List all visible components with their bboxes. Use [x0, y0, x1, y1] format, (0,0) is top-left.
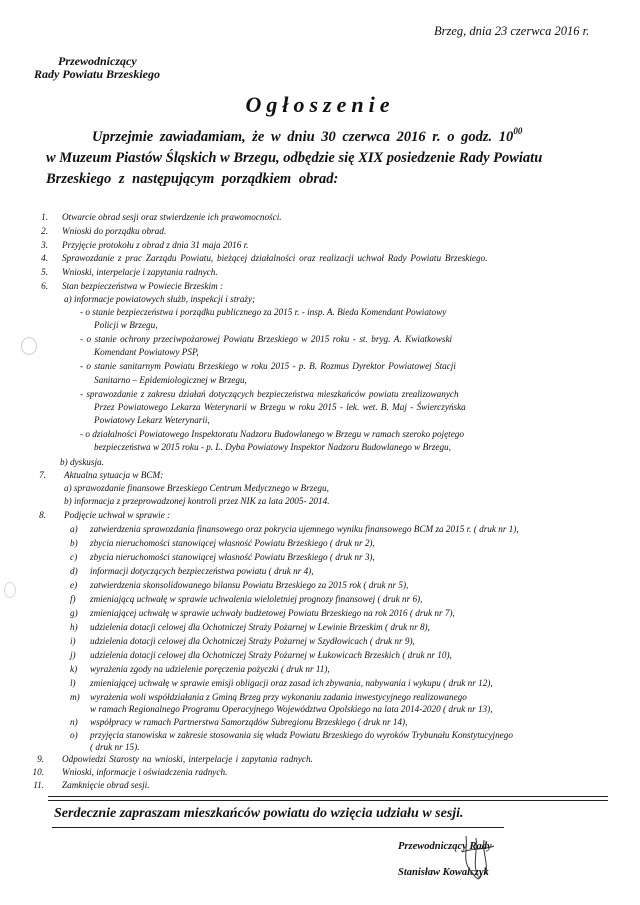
agenda-item: Aktualna sytuacja w BCM: [64, 470, 164, 480]
closing-invitation: Serdecznie zapraszam mieszkańców powiatu do wzięcia udziału w sesji. [54, 806, 464, 821]
separator-line [52, 827, 504, 828]
punch-hole-mark [4, 582, 16, 598]
agenda-subitem: zmieniającej uchwałę w sprawie uchwały budżetowej Powiatu Brzeskiego na rok 2016 ( druk nr 7), [90, 608, 455, 618]
document-date: Brzeg, dnia 23 czerwca 2016 r. [434, 24, 590, 38]
agenda-letter: f) [70, 594, 76, 604]
agenda-subpoint-cont: Policji w Brzegu, [94, 320, 158, 330]
office-title: Przewodniczący [58, 54, 137, 68]
agenda-subpoint: - o stanie sanitarnym Powiatu Brzeskiego w roku 2015 - p. B. Rozmus Dyrektor Powiatowej Stacji [80, 361, 456, 371]
intro-time-minutes: 00 [513, 126, 523, 136]
intro-line-2: w Muzeum Piastów Śląskich w Brzegu, odbędzie się XIX posiedzenie Rady Powiatu [46, 150, 543, 166]
agenda-subitem-cont: ( druk nr 15). [90, 742, 140, 752]
agenda-number: 10. [32, 767, 44, 777]
agenda-subitem: a) informacje powiatowych służb, inspekcji i straży; [64, 294, 256, 304]
agenda-subitem: udzielenia dotacji celowej dla Ochotniczej Straży Pożarnej w Szydłowicach ( druk nr 9), [90, 636, 415, 646]
agenda-subitem: wyrażenia woli współdziałania z Gminą Brzeg przy wykonaniu zadania inwestycyjnego realizowanego [90, 692, 467, 702]
agenda-subpoint-cont: bezpieczeństwa w 2015 roku - p. L. Dyba Powiatowy Inspektor Nadzoru Budowlanego w Brzegu, [94, 442, 451, 452]
intro-text: Uprzejmie zawiadamiam, że w dniu 30 czerwca 2016 r. o godz. 10 [92, 129, 514, 145]
agenda-letter: l) [70, 678, 76, 688]
agenda-number: 4. [41, 253, 48, 263]
agenda-subpoint: - o stanie ochrony przeciwpożarowej Powiatu Brzeskiego w 2015 roku - st. bryg. A. Kwiatkowski [80, 334, 453, 344]
agenda-subitem-cont: w ramach Regionalnego Programu Operacyjnego Województwa Opolskiego na lata 2014-2020 ( druk nr 13), [90, 704, 493, 714]
separator-line [48, 796, 608, 797]
agenda-subitem: udzielenia dotacji celowej dla Ochotniczej Straży Pożarnej w Lewinie Brzeskim ( druk nr 8), [90, 622, 430, 632]
agenda-item: Wnioski, interpelacje i zapytania radnych. [62, 267, 218, 277]
signatory-name: Stanisław Kowalczyk [398, 867, 489, 878]
agenda-subitem: b) informacja z przeprowadzonej kontroli przez NIK za lata 2005- 2014. [64, 496, 330, 506]
agenda-subpoint-cont: Komendant Powiatowy PSP, [94, 347, 199, 357]
office-body: Rady Powiatu Brzeskiego [34, 67, 161, 81]
agenda-number: 11. [33, 780, 44, 790]
agenda-letter: g) [70, 608, 78, 618]
punch-hole-mark [21, 337, 37, 355]
agenda-letter: k) [70, 664, 78, 674]
agenda-letter: e) [70, 580, 78, 590]
agenda-letter: a) [70, 524, 78, 534]
agenda-subitem: a) sprawozdanie finansowe Brzeskiego Centrum Medycznego w Brzegu, [64, 483, 329, 493]
agenda-letter: c) [70, 552, 78, 562]
agenda-number: 3. [41, 240, 48, 250]
agenda-item: Wnioski, informacje i oświadczenia radnych. [62, 767, 228, 777]
agenda-subitem: wyrażenia zgody na udzielenie poręczenia pożyczki ( druk nr 11), [90, 664, 330, 674]
agenda-subpoint: - o stanie bezpieczeństwa i porządku publicznego za 2015 r. - insp. A. Bieda Komendant Powiatowy [80, 307, 447, 317]
agenda-item: Otwarcie obrad sesji oraz stwierdzenie ich prawomocności. [62, 212, 282, 222]
agenda-item: Zamknięcie obrad sesji. [62, 780, 150, 790]
page-title: Ogłoszenie [245, 92, 395, 117]
agenda-subitem: współpracy w ramach Partnerstwa Samorządów Subregionu Brzeskiego ( druk nr 14), [90, 717, 408, 727]
intro-line-3: Brzeskiego z następującym porządkiem obrad: [46, 171, 339, 187]
agenda-subitem: informacji dotyczących bezpieczeństwa powiatu ( druk nr 4), [90, 566, 314, 576]
agenda-subpoint: - sprawozdanie z zakresu działań dotyczących bezpieczeństwa mieszkańców powiatu zrealizowanych [80, 389, 459, 399]
separator-line [48, 800, 608, 801]
agenda-subitem: zmieniającą uchwałę w sprawie uchwalenia wieloletniej prognozy finansowej ( druk nr 6), [90, 594, 423, 604]
handwritten-signature [448, 830, 508, 886]
agenda-subpoint-cont: Przez Powiatowego Lekarza Weterynarii w Brzegu w roku 2015 - lek. wet. B. Maj - Świerczyńska [94, 402, 466, 412]
agenda-subpoint-cont: Powiatowy Lekarz Weterynarii, [94, 415, 210, 425]
agenda-number: 2. [41, 226, 48, 236]
agenda-letter: j) [70, 650, 76, 660]
agenda-letter: d) [70, 566, 78, 576]
agenda-letter: o) [70, 730, 78, 740]
agenda-letter: b) [70, 538, 78, 548]
agenda-number: 5. [41, 267, 48, 277]
agenda-item: Stan bezpieczeństwa w Powiecie Brzeskim : [62, 281, 224, 291]
agenda-number: 8. [39, 510, 46, 520]
agenda-subitem: zbycia nieruchomości stanowiącej własność Powiatu Brzeskiego ( druk nr 2), [90, 538, 375, 548]
agenda-number: 9. [37, 754, 44, 764]
agenda-letter: i) [70, 636, 76, 646]
agenda-subpoint-cont: Sanitarno – Epidemiologicznej w Brzegu, [94, 375, 247, 385]
agenda-letter: n) [70, 717, 78, 727]
agenda-number: 1. [41, 212, 48, 222]
agenda-item: Odpowiedzi Starosty na wnioski, interpelacje i zapytania radnych. [62, 754, 313, 764]
agenda-subitem: przyjęcia stanowiska w zakresie stosowania się władz Powiatu Brzeskiego do wyroków Trybunału Konstytucyjnego [90, 730, 513, 740]
signatory-role: Przewodniczący Rady [398, 841, 492, 852]
agenda-letter: h) [70, 622, 78, 632]
agenda-item: Sprawozdanie z prac Zarządu Powiatu, bieżącej działalności oraz realizacji uchwał Rady Powiatu Brzeskiego. [62, 253, 488, 263]
agenda-subitem: zatwierdzenia sprawozdania finansowego oraz pokrycia ujemnego wyniku finansowego BCM za 2015 r. ( druk nr 1), [90, 524, 519, 534]
agenda-subitem: zbycia nieruchomości stanowiącej własność Powiatu Brzeskiego ( druk nr 3), [90, 552, 375, 562]
agenda-item: Przyjęcie protokołu z obrad z dnia 31 maja 2016 r. [62, 240, 249, 250]
agenda-letter: m) [70, 692, 80, 702]
agenda-subitem: udzielenia dotacji celowej dla Ochotniczej Straży Pożarnej w Łukowicach Brzeskich ( druk nr 10), [90, 650, 452, 660]
agenda-item: Wnioski do porządku obrad. [62, 226, 167, 236]
intro-line-1 [92, 126, 523, 146]
agenda-subitem: b) dyskusja. [60, 457, 104, 467]
agenda-number: 6. [41, 281, 48, 291]
agenda-item: Podjęcie uchwał w sprawie : [64, 510, 171, 520]
agenda-subitem: zmieniającej uchwałę w sprawie emisji obligacji oraz zasad ich zbywania, nabywania i wykupu ( druk nr 12), [90, 678, 493, 688]
agenda-number: 7. [39, 470, 46, 480]
agenda-subitem: zatwierdzenia skonsolidowanego bilansu Powiatu Brzeskiego za 2015 rok ( druk nr 5), [90, 580, 409, 590]
agenda-subpoint: - o działalności Powiatowego Inspektoratu Nadzoru Budowlanego w Brzegu w ramach szeroko pojętego [80, 429, 464, 439]
